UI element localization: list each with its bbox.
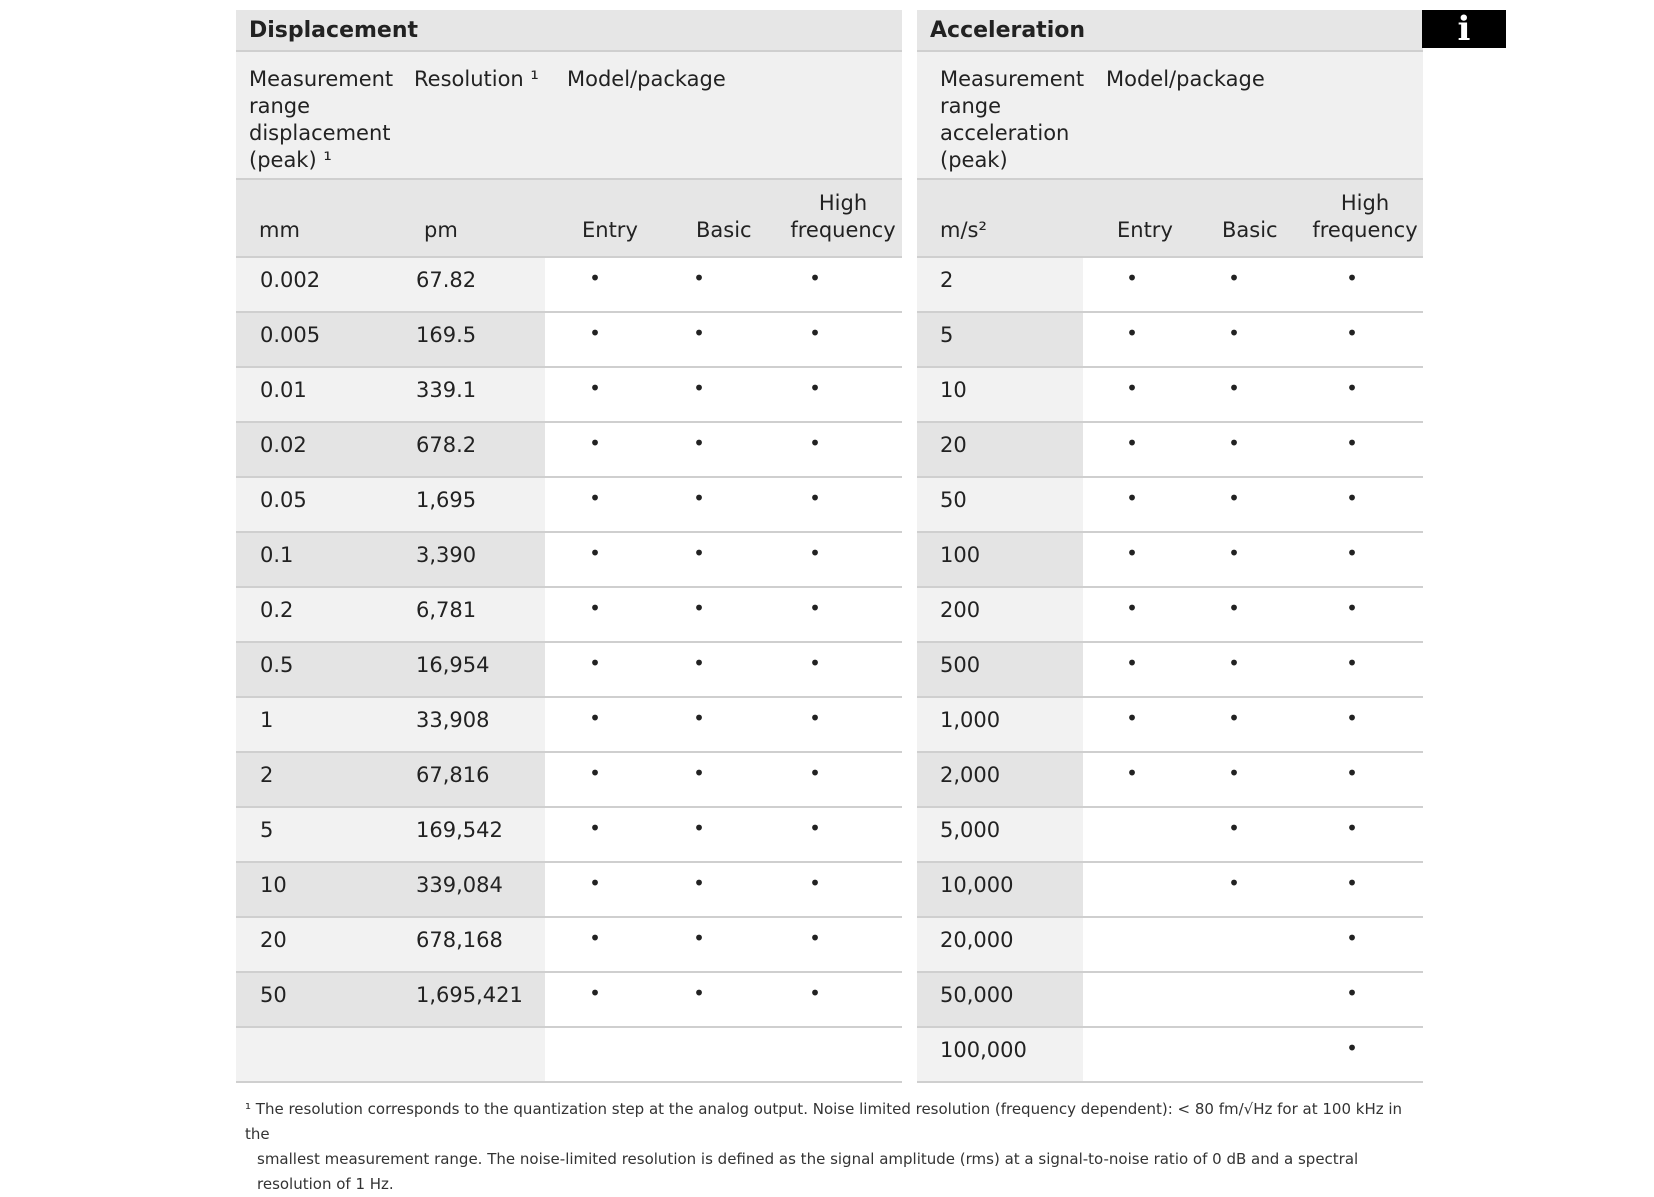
high-frequency-dot: • [1346, 1036, 1358, 1060]
high-frequency-dot: • [1346, 431, 1358, 455]
basic-dot: • [1228, 486, 1240, 510]
footnote-line-2: smallest measurement range. The noise-limited resolution is defined as the signal amplitude (rms) at a signal-to-noise ratio of 0 dB and a spectral resolution of 1 Hz. [257, 1150, 1359, 1193]
displacement-range-cell: 0.002 [260, 268, 321, 292]
displacement-range-cell: 5 [260, 818, 274, 842]
resolution-cell: 339.1 [416, 378, 477, 402]
high-frequency-dot: • [809, 266, 821, 290]
displacement-range-cell: 10 [260, 873, 287, 897]
entry-dot: • [589, 596, 601, 620]
table-row [917, 588, 1423, 643]
table-row [917, 973, 1423, 1028]
basic-dot: • [1228, 541, 1240, 565]
table-row [236, 753, 902, 808]
entry-dot: • [1126, 321, 1138, 345]
acceleration-model-header: Model/package [1106, 67, 1265, 91]
basic-dot: • [693, 266, 705, 290]
table-row [917, 753, 1423, 808]
basic-dot: • [693, 871, 705, 895]
entry-dot: • [589, 761, 601, 785]
acceleration-unit-row [917, 180, 1423, 258]
displacement-range-cell: 0.01 [260, 378, 307, 402]
basic-dot: • [1228, 761, 1240, 785]
high-frequency-dot: • [809, 816, 821, 840]
basic-dot: • [693, 926, 705, 950]
resolution-cell: 1,695 [416, 488, 477, 512]
entry-dot: • [589, 431, 601, 455]
basic-dot: • [1228, 321, 1240, 345]
basic-dot: • [693, 541, 705, 565]
info-icon: i [1422, 10, 1506, 48]
displacement-range-cell: 0.02 [260, 433, 307, 457]
high-frequency-dot: • [1346, 761, 1358, 785]
entry-dot: • [1126, 486, 1138, 510]
basic-dot: • [1228, 706, 1240, 730]
acceleration-range-cell: 50,000 [940, 983, 1014, 1007]
acceleration-range-cell: 100 [940, 543, 981, 567]
entry-dot: • [1126, 596, 1138, 620]
displacement-model-header: Model/package [567, 67, 726, 91]
high-frequency-dot: • [809, 926, 821, 950]
footnote-line-1: ¹ The resolution corresponds to the quantization step at the analog output. Noise limited resolution (frequency dependent): < 80 fm/√Hz for at 100 kHz in the [245, 1100, 1403, 1143]
entry-dot: • [589, 651, 601, 675]
table-row [917, 478, 1423, 533]
resolution-cell: 33,908 [416, 708, 490, 732]
resolution-cell: 169,542 [416, 818, 503, 842]
high-frequency-dot: • [809, 541, 821, 565]
table-row [236, 808, 902, 863]
table-row [236, 313, 902, 368]
entry-dot: • [1126, 541, 1138, 565]
acceleration-unit-ms2: m/s² [940, 218, 987, 242]
acceleration-range-cell: 2 [940, 268, 954, 292]
entry-dot: • [589, 981, 601, 1005]
high-frequency-dot: • [1346, 596, 1358, 620]
resolution-cell: 1,695,421 [416, 983, 523, 1007]
table-row [236, 918, 902, 973]
high-frequency-dot: • [1346, 266, 1358, 290]
high-frequency-dot: • [1346, 981, 1358, 1005]
high-frequency-dot: • [1346, 871, 1358, 895]
table-row [917, 368, 1423, 423]
entry-dot: • [1126, 376, 1138, 400]
acceleration-range-header: Measurement range acceleration (peak) [940, 67, 1085, 172]
entry-dot: • [589, 871, 601, 895]
acceleration-table [917, 10, 1423, 1083]
table-row [236, 643, 902, 698]
resolution-cell: 678.2 [416, 433, 477, 457]
acceleration-range-cell: 200 [940, 598, 981, 622]
entry-dot: • [1126, 761, 1138, 785]
displacement-model-entry: Entry [582, 218, 638, 242]
basic-dot: • [693, 431, 705, 455]
resolution-cell: 6,781 [416, 598, 477, 622]
displacement-range-cell: 20 [260, 928, 287, 952]
resolution-cell: 67.82 [416, 268, 477, 292]
basic-dot: • [693, 321, 705, 345]
table-row [236, 1028, 902, 1083]
high-frequency-dot: • [1346, 321, 1358, 345]
resolution-cell: 678,168 [416, 928, 503, 952]
table-row [917, 863, 1423, 918]
table-row [236, 368, 902, 423]
table-row [236, 863, 902, 918]
displacement-range-cell: 0.2 [260, 598, 294, 622]
basic-dot: • [1228, 376, 1240, 400]
displacement-model-high: High frequency [790, 191, 896, 242]
acceleration-model-entry: Entry [1117, 218, 1173, 242]
resolution-cell: 67,816 [416, 763, 490, 787]
displacement-range-cell: 0.05 [260, 488, 307, 512]
table-row [917, 808, 1423, 863]
table-row [917, 643, 1423, 698]
high-frequency-dot: • [809, 431, 821, 455]
basic-dot: • [693, 596, 705, 620]
acceleration-range-cell: 20 [940, 433, 967, 457]
high-frequency-dot: • [1346, 926, 1358, 950]
table-row [236, 258, 902, 313]
basic-dot: • [693, 706, 705, 730]
table-row [236, 588, 902, 643]
high-frequency-dot: • [1346, 706, 1358, 730]
acceleration-model-high: High frequency [1312, 191, 1418, 242]
high-frequency-dot: • [1346, 651, 1358, 675]
acceleration-rows [917, 258, 1423, 1083]
high-frequency-dot: • [809, 871, 821, 895]
basic-dot: • [1228, 651, 1240, 675]
table-row [236, 698, 902, 753]
resolution-unit-pm: pm [424, 218, 458, 242]
entry-dot: • [589, 486, 601, 510]
entry-dot: • [589, 541, 601, 565]
displacement-subheader [236, 52, 902, 180]
basic-dot: • [1228, 816, 1240, 840]
acceleration-title: Acceleration [917, 10, 1423, 52]
displacement-range-cell: 2 [260, 763, 274, 787]
high-frequency-dot: • [809, 651, 821, 675]
entry-dot: • [1126, 431, 1138, 455]
high-frequency-dot: • [809, 321, 821, 345]
acceleration-range-cell: 100,000 [940, 1038, 1027, 1062]
high-frequency-dot: • [809, 706, 821, 730]
acceleration-range-cell: 10 [940, 378, 967, 402]
displacement-model-basic: Basic [696, 218, 752, 242]
acceleration-range-cell: 5,000 [940, 818, 1001, 842]
displacement-table [236, 10, 902, 1083]
high-frequency-dot: • [809, 981, 821, 1005]
entry-dot: • [589, 706, 601, 730]
table-row [236, 973, 902, 1028]
table-row [917, 258, 1423, 313]
displacement-range-cell: 0.5 [260, 653, 294, 677]
displacement-range-cell: 0.005 [260, 323, 321, 347]
resolution-header: Resolution ¹ [414, 67, 539, 91]
high-frequency-dot: • [1346, 376, 1358, 400]
displacement-range-cell: 0.1 [260, 543, 294, 567]
entry-dot: • [589, 926, 601, 950]
displacement-unit-mm: mm [259, 218, 300, 242]
acceleration-range-cell: 50 [940, 488, 967, 512]
table-row [917, 423, 1423, 478]
basic-dot: • [1228, 871, 1240, 895]
high-frequency-dot: • [809, 761, 821, 785]
high-frequency-dot: • [809, 376, 821, 400]
basic-dot: • [693, 761, 705, 785]
basic-dot: • [693, 651, 705, 675]
basic-dot: • [693, 486, 705, 510]
basic-dot: • [693, 376, 705, 400]
table-row [917, 698, 1423, 753]
high-frequency-dot: • [809, 486, 821, 510]
table-row [236, 423, 902, 478]
table-row [236, 533, 902, 588]
acceleration-range-cell: 5 [940, 323, 954, 347]
basic-dot: • [693, 981, 705, 1005]
displacement-range-cell: 50 [260, 983, 287, 1007]
entry-dot: • [589, 321, 601, 345]
basic-dot: • [1228, 596, 1240, 620]
acceleration-subheader [917, 52, 1423, 180]
acceleration-range-cell: 10,000 [940, 873, 1014, 897]
high-frequency-dot: • [1346, 486, 1358, 510]
high-frequency-dot: • [1346, 541, 1358, 565]
high-frequency-dot: • [809, 596, 821, 620]
table-row [917, 918, 1423, 973]
acceleration-range-cell: 500 [940, 653, 981, 677]
entry-dot: • [589, 376, 601, 400]
acceleration-range-cell: 2,000 [940, 763, 1001, 787]
acceleration-range-cell: 20,000 [940, 928, 1014, 952]
table-row [236, 478, 902, 533]
entry-dot: • [1126, 706, 1138, 730]
resolution-cell: 169.5 [416, 323, 477, 347]
table-row [917, 313, 1423, 368]
displacement-title: Displacement [236, 10, 902, 52]
basic-dot: • [1228, 431, 1240, 455]
resolution-cell: 339,084 [416, 873, 503, 897]
resolution-cell: 16,954 [416, 653, 490, 677]
displacement-range-cell: 1 [260, 708, 274, 732]
entry-dot: • [589, 266, 601, 290]
resolution-cell: 3,390 [416, 543, 477, 567]
displacement-rows [236, 258, 902, 1083]
footnote [245, 1097, 1415, 1197]
acceleration-range-cell: 1,000 [940, 708, 1001, 732]
entry-dot: • [1126, 266, 1138, 290]
basic-dot: • [693, 816, 705, 840]
table-row [917, 1028, 1423, 1083]
acceleration-model-basic: Basic [1222, 218, 1278, 242]
basic-dot: • [1228, 266, 1240, 290]
displacement-unit-row [236, 180, 902, 258]
entry-dot: • [1126, 651, 1138, 675]
displacement-range-header: Measurement range displacement (peak) ¹ [249, 67, 394, 172]
high-frequency-dot: • [1346, 816, 1358, 840]
table-row [917, 533, 1423, 588]
entry-dot: • [589, 816, 601, 840]
